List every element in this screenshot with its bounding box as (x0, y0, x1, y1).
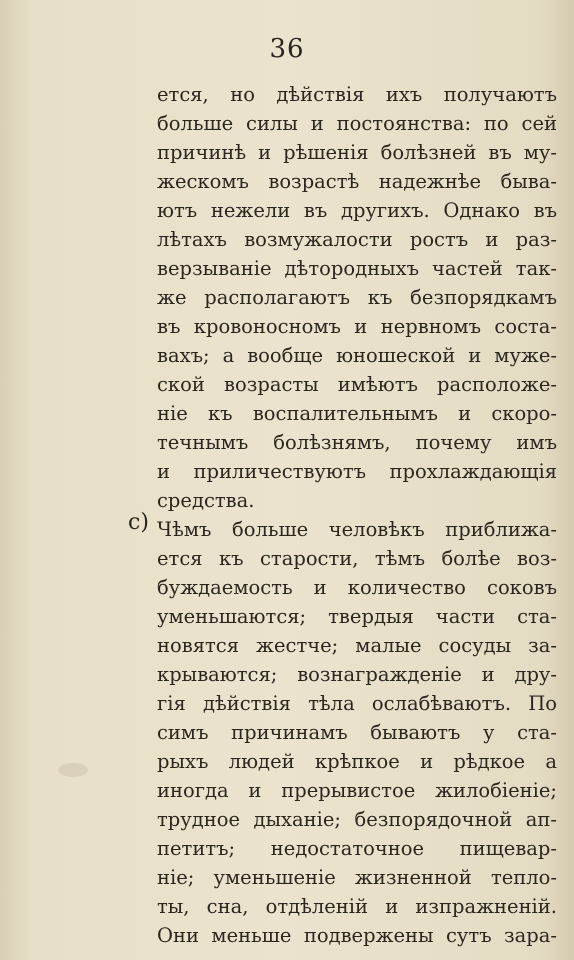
text-line: ской возрасты имѣютъ расположе- (157, 373, 557, 396)
body-text (157, 80, 557, 950)
text-line: Они меньше подвержены сутъ зара- (157, 924, 557, 947)
text-line: рыхъ людей крѣпкое и рѣдкое а (157, 750, 557, 773)
text-line: средства. (157, 489, 255, 512)
text-line: гія дѣйствія тѣла ослабѣваютъ. По (157, 692, 557, 715)
text-line: же располагаютъ къ безпорядкамъ (157, 286, 557, 309)
text-line: Чѣмъ больше человѣкъ приближа- (157, 518, 557, 541)
text-line: новятся жестче; малые сосуды за- (157, 634, 557, 657)
text-line: петитъ; недостаточное пищевар- (157, 837, 557, 860)
text-line: ты, сна, отдѣленій и изпражненій. (157, 895, 557, 918)
text-line: верзываніе дѣтородныхъ частей так- (157, 257, 557, 280)
text-line: симъ причинамъ бываютъ у ста- (157, 721, 557, 744)
text-line: ется къ старости, тѣмъ болѣе воз- (157, 547, 557, 570)
text-line: буждаемость и количество соковъ (157, 576, 557, 599)
text-line: иногда и прерывистое жилобіеніе; (157, 779, 557, 802)
page-number: 36 (269, 34, 305, 64)
text-line: ніе; уменьшеніе жизненной тепло- (157, 866, 557, 889)
text-line: причинѣ и рѣшенія болѣзней въ му- (157, 141, 557, 164)
text-line: вахъ; а вообще юношеской и муже- (157, 344, 557, 367)
text-line: ется, но дѣйствія ихъ получаютъ (157, 83, 557, 106)
text-line: уменьшаются; твердыя части ста- (157, 605, 557, 628)
paragraph-marker: c) (128, 510, 149, 535)
text-line: въ кровоносномъ и нервномъ соста- (157, 315, 557, 338)
text-line: ютъ нежели въ другихъ. Однако въ (157, 199, 557, 222)
text-line: ніе къ воспалительнымъ и скоро- (157, 402, 557, 425)
text-line: и приличествуютъ прохлаждающія (157, 460, 557, 483)
paper-smudge (58, 763, 88, 777)
text-line: крываются; вознагражденіе и дру- (157, 663, 557, 686)
text-line: течнымъ болѣзнямъ, почему имъ (157, 431, 557, 454)
text-line: больше силы и постоянства: по сей (157, 112, 557, 135)
text-line: лѣтахъ возмужалости ростъ и раз- (157, 228, 557, 251)
text-line: жескомъ возрастѣ надежнѣе быва- (157, 170, 557, 193)
text-line: трудное дыханіе; безпорядочной ап- (157, 808, 557, 831)
